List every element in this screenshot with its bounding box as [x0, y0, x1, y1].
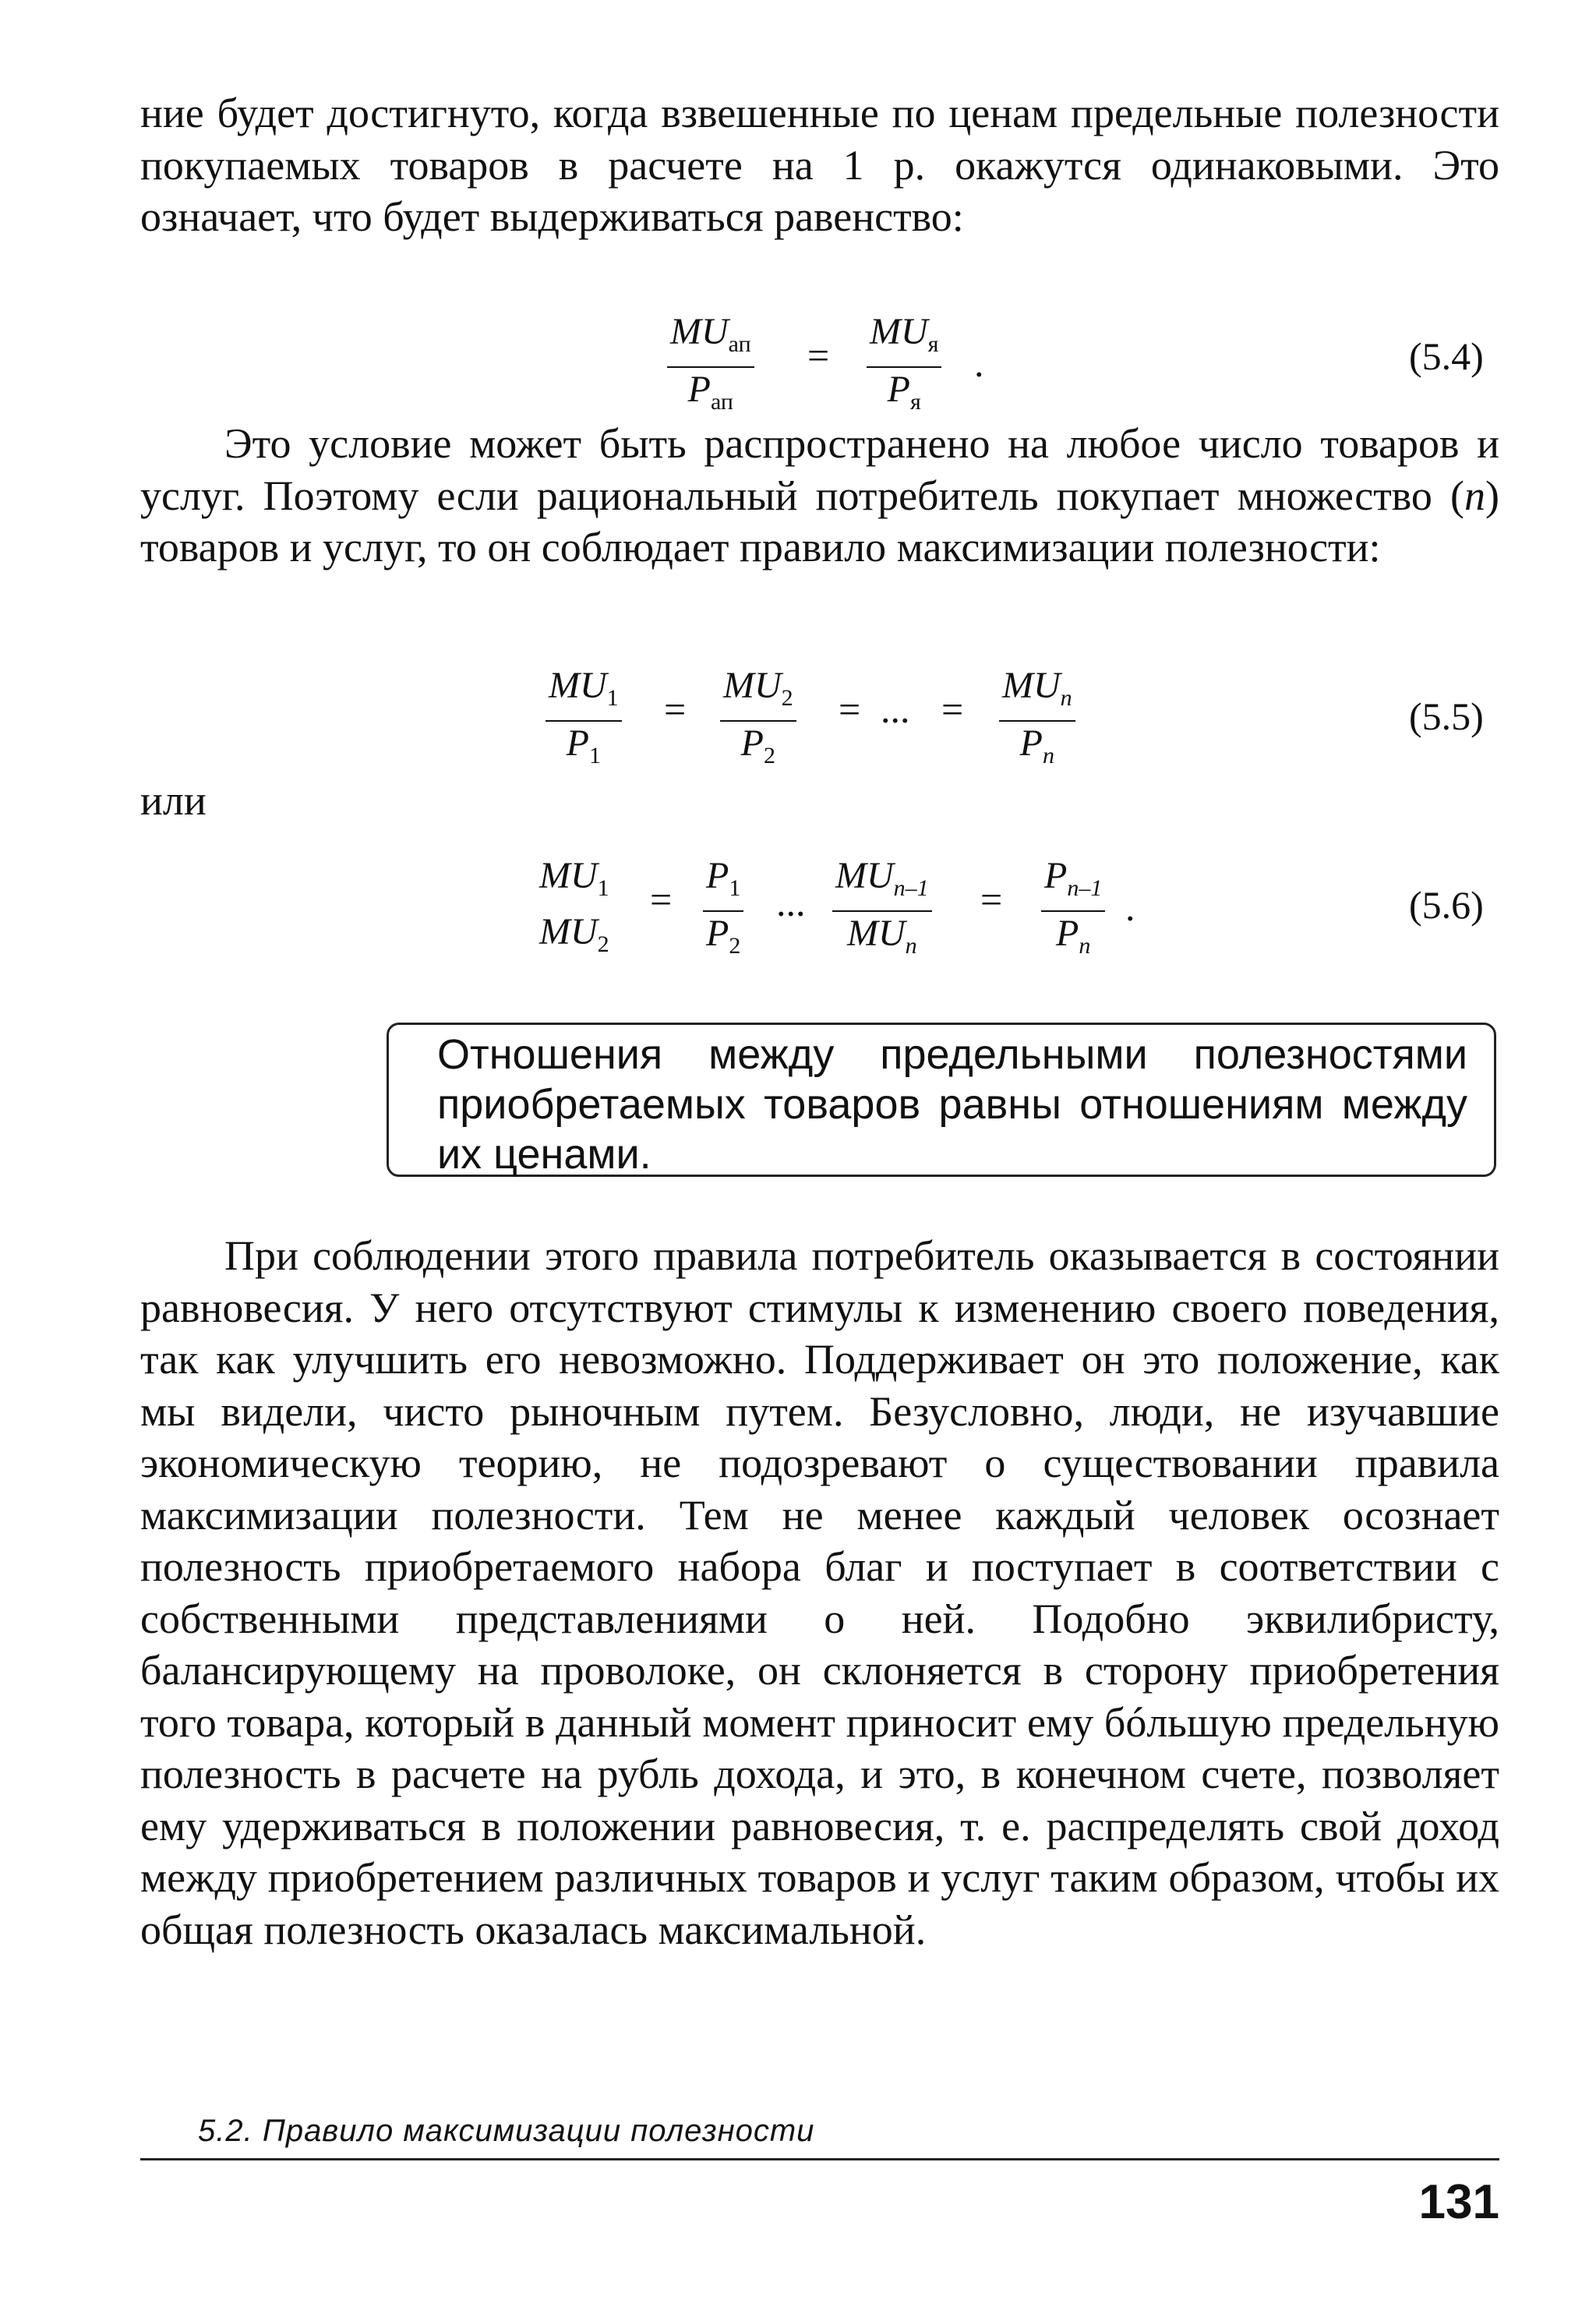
eq54-period: .	[974, 341, 984, 385]
equals-sign: =	[839, 687, 861, 731]
eq55-f1-num: MU	[549, 665, 607, 706]
eq56-fraction-2	[703, 854, 743, 968]
paragraph-2-part-1: Это условие может быть распространено на любое число товаров и услуг. Поэтому если рациональный потребитель покупает множество (	[140, 420, 1499, 519]
eq55-f3-den: P	[1019, 722, 1043, 764]
ellipsis: ...	[881, 687, 910, 731]
eq54-left-num-sub: ап	[728, 331, 751, 357]
eq54-left-num: MU	[670, 311, 729, 352]
equation-number: (5.5)	[1409, 694, 1484, 738]
paragraph-2-part-2: ) товаров и услуг, то он соблюдает правило максимизации полезности:	[140, 472, 1499, 571]
eq56-f1-den-sub: 2	[597, 931, 609, 957]
eq56-f1-num: MU	[539, 855, 598, 896]
eq56-period: .	[1125, 885, 1135, 929]
eq54-left-fraction	[667, 310, 754, 424]
eq56-f1-den: MU	[539, 911, 598, 952]
eq56-f4-den: P	[1056, 913, 1079, 954]
eq55-f2-num-sub: 2	[781, 685, 793, 711]
eq54-left-den-sub: ап	[710, 389, 733, 415]
eq55-fraction-3	[999, 664, 1075, 778]
eq56-f3-den-sub: n	[905, 933, 917, 959]
eq56-f2-den-sub: 2	[729, 933, 741, 959]
eq55-f3-num: MU	[1002, 665, 1061, 706]
eq55-fraction-1	[546, 664, 622, 778]
eq55-f1-den-sub: 1	[588, 743, 601, 768]
eq54-right-den: P	[887, 369, 910, 410]
eq55-f2-num: MU	[723, 665, 782, 706]
boxed-statement: Отношения между предельными полезностями приобретаемых товаров равны отношениям между их ценами.	[437, 1031, 1467, 1178]
eq56-f3-num: MU	[835, 855, 894, 896]
eq55-f3-den-sub: n	[1042, 743, 1054, 768]
equals-sign: =	[664, 687, 687, 731]
eq56-f2-num-sub: 1	[729, 875, 741, 901]
eq56-f4-den-sub: n	[1079, 933, 1091, 959]
equals-sign: =	[650, 878, 673, 921]
eq55-f2-den-sub: 2	[763, 743, 775, 768]
connector-word: или	[140, 777, 207, 824]
eq55-f2-den: P	[740, 722, 764, 764]
eq55-f1-num-sub: 1	[606, 685, 619, 711]
eq54-right-num: MU	[870, 311, 928, 352]
equation-number: (5.6)	[1409, 883, 1484, 927]
highlight-box	[387, 1023, 1496, 1177]
eq56-f4-num-sub: n–1	[1067, 875, 1103, 901]
eq56-fraction-3	[832, 854, 932, 968]
paragraph-1: ние будет достигнуто, когда взвешенные по ценам предельные полезности покупаемых товаров в расчете на 1 р. окажутся одинаковыми. Это означает, что будет выдерживаться равенство:	[140, 90, 1499, 240]
equals-sign: =	[941, 687, 964, 731]
equals-sign: =	[980, 878, 1003, 921]
eq54-right-fraction	[867, 310, 941, 424]
eq56-fraction-4	[1041, 854, 1105, 968]
page-number: 131	[1418, 2175, 1499, 2229]
eq55-f1-den: P	[566, 722, 589, 764]
eq55-fraction-2	[720, 664, 796, 778]
eq54-right-den-sub: я	[909, 389, 921, 415]
eq54-left-den: P	[687, 369, 711, 410]
equals-sign: =	[807, 334, 830, 377]
paragraph-2	[140, 418, 1499, 574]
eq56-fraction-1	[536, 854, 613, 966]
eq55-f3-num-sub: n	[1060, 685, 1072, 711]
running-head: 5.2. Правило максимизации полезности	[198, 2114, 815, 2148]
variable-n: n	[1464, 472, 1486, 519]
eq56-f3-den: MU	[847, 913, 906, 954]
footer-rule	[140, 2158, 1499, 2160]
eq56-f3-num-sub: n–1	[893, 875, 929, 901]
paragraph-3: При соблюдении этого правила потребитель оказывается в состоянии равновесия. У него отсутствуют стимулы к изменению своего поведения, так как улучшить его невозможно. Поддерживает он это положение, как мы видели, чисто рыночным путем. Безусловно, люди, не изучавшие экономическую теорию, не подозревают о существовании правила максимизации полезности. Тем не менее каждый человек осознает полезность приобретаемого набора благ и поступает в соответствии с собственными представлениями о ней. Подобно эквилибристу, балансирующему на проволоке, он склоняется в сторону приобретения того товара, который в данный момент приносит ему бóльшую предельную полезность в расчете на рубль дохода, и это, в конечном счете, позволяет ему удерживаться в положении равновесия, т. е. распределять свой доход между приобретением различных товаров и услуг таким образом, чтобы их общая полезность оказалась максимальной.	[140, 1232, 1499, 1953]
eq56-f2-den: P	[706, 913, 729, 954]
eq54-right-num-sub: я	[927, 331, 939, 357]
eq56-f1-num-sub: 1	[597, 875, 609, 901]
ellipsis: ...	[776, 881, 806, 924]
eq56-f4-num: P	[1044, 855, 1068, 896]
eq56-f2-num: P	[706, 855, 729, 896]
equation-number: (5.4)	[1409, 334, 1484, 378]
